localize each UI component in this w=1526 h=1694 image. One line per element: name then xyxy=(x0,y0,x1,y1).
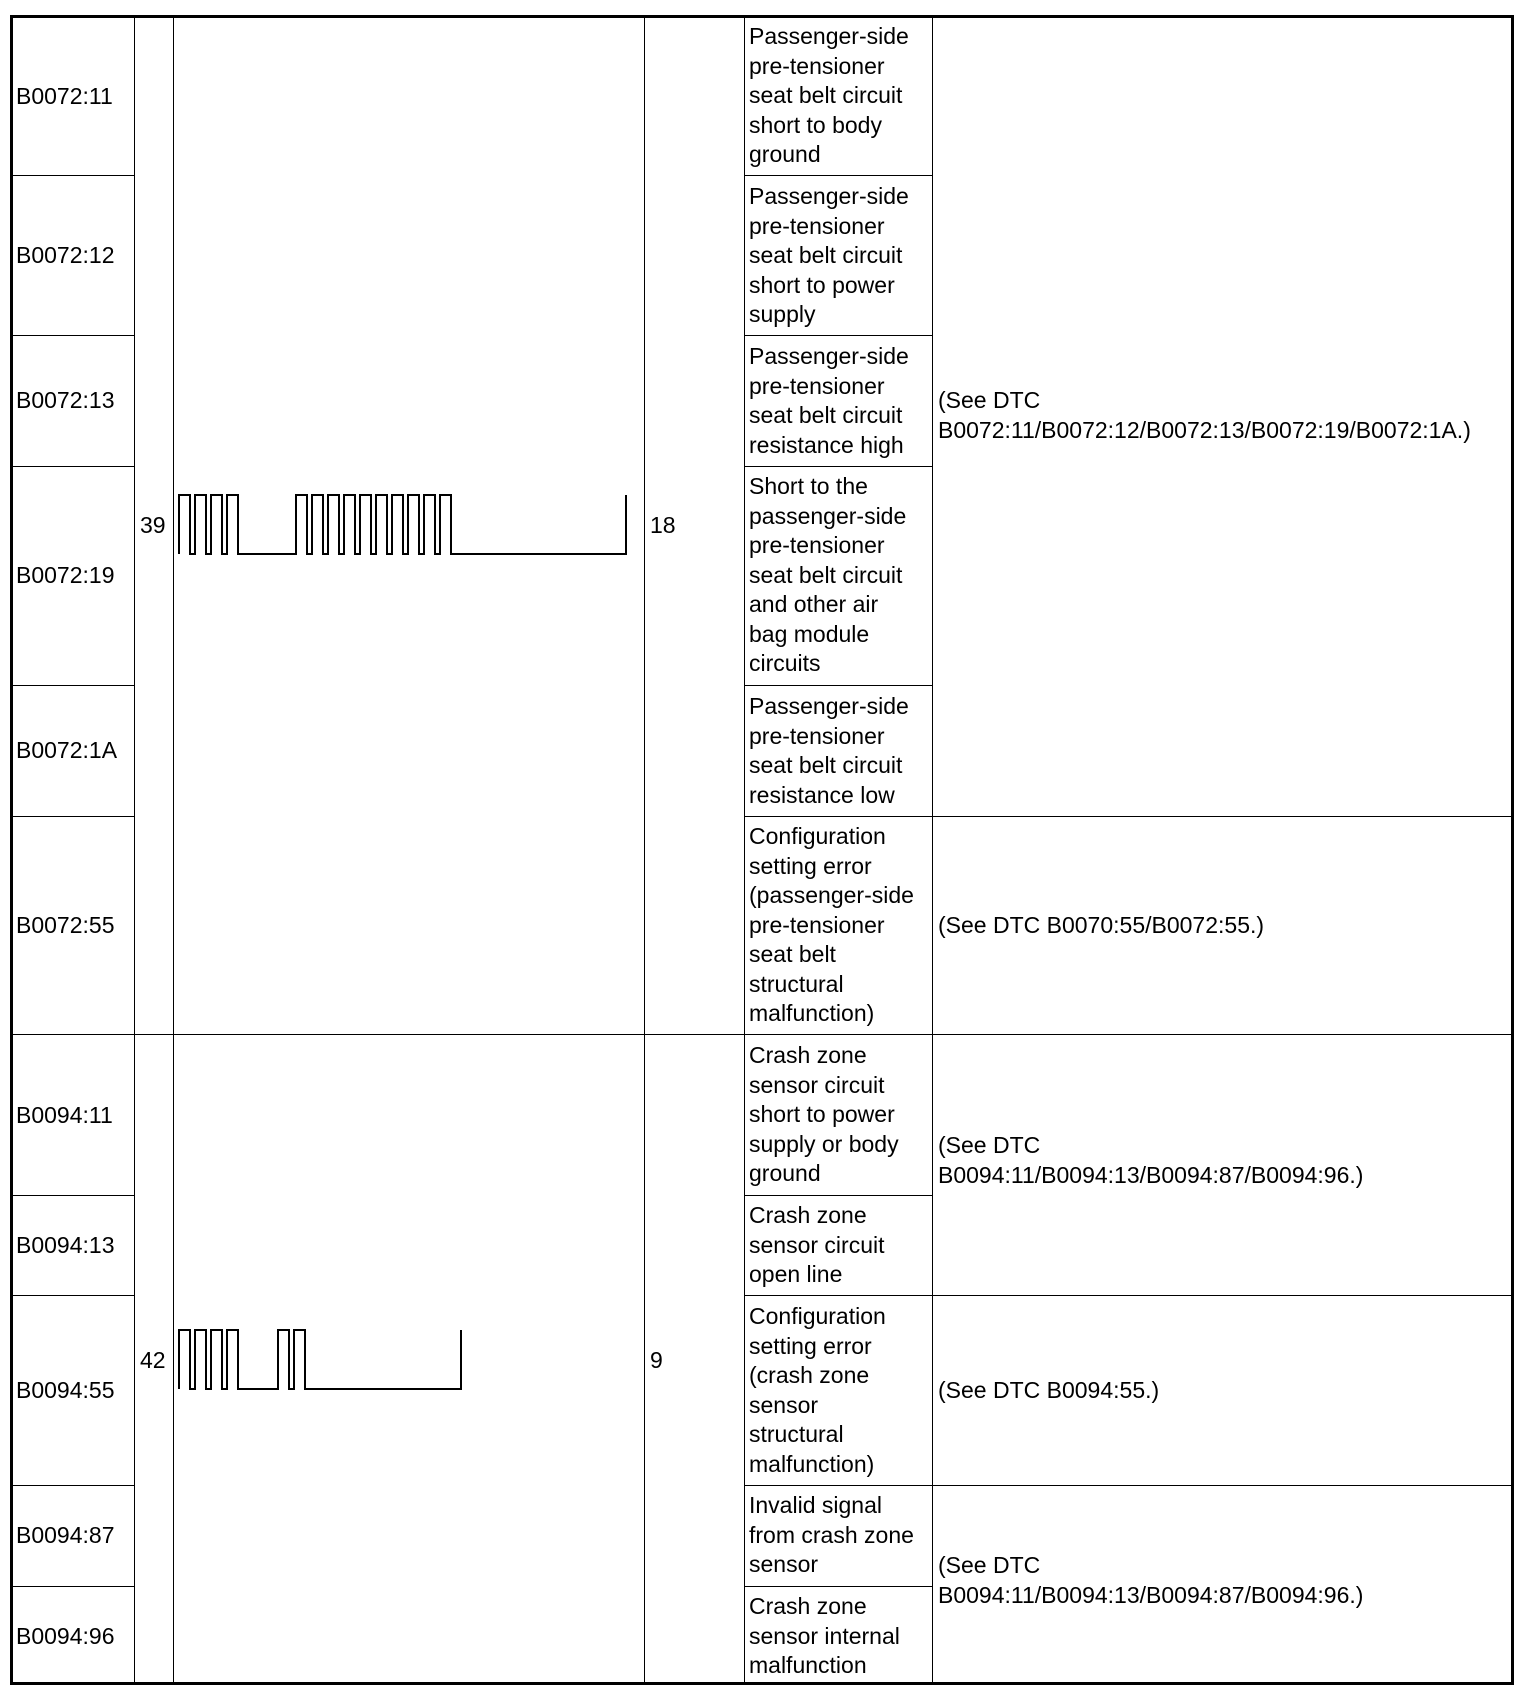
row-divider xyxy=(12,1485,134,1486)
row-divider xyxy=(744,685,932,686)
dtc-description: Invalid signal from crash zone sensor xyxy=(749,1492,914,1577)
row-divider xyxy=(744,816,1514,817)
dtc-description: Short to the passenger-side pre-tensioner seat belt circuit and other air bag module circuits xyxy=(749,473,907,676)
item-number: 39 xyxy=(140,512,166,538)
dtc-code: B0072:11 xyxy=(16,83,113,109)
dtc-description: Passenger-side pre-tensioner seat belt circuit short to power supply xyxy=(749,183,909,327)
dtc-code: B0072:1A xyxy=(16,737,118,763)
row-divider xyxy=(744,175,932,176)
row-divider xyxy=(12,466,134,467)
reference-note: (See DTC B0094:11/B0094:13/B0094:87/B0094:96.) xyxy=(938,1132,1364,1188)
dtc-description: Crash zone sensor circuit short to power supply or body ground xyxy=(749,1042,899,1186)
row-divider xyxy=(744,1586,932,1587)
row-divider xyxy=(12,1195,134,1196)
dtc-code: B0094:13 xyxy=(16,1232,115,1258)
row-divider xyxy=(12,1295,134,1296)
flash-count: 18 xyxy=(650,512,676,538)
waveform-trace xyxy=(179,495,626,554)
group-divider xyxy=(12,1034,1514,1035)
row-divider xyxy=(12,175,134,176)
dtc-description: Configuration setting error (passenger-side pre-tensioner seat belt structural malfunction) xyxy=(749,823,914,1026)
reference-note: (See DTC B0072:11/B0072:12/B0072:13/B0072:19/B0072:1A.) xyxy=(938,387,1471,443)
row-divider xyxy=(12,685,134,686)
row-divider xyxy=(744,1295,1514,1296)
blink-pattern-waveform xyxy=(176,490,636,560)
dtc-code: B0072:12 xyxy=(16,242,115,268)
dtc-code: B0072:13 xyxy=(16,387,115,413)
row-divider xyxy=(744,1485,1514,1486)
reference-note: (See DTC B0094:55.) xyxy=(938,1377,1160,1403)
dtc-code: B0072:55 xyxy=(16,912,115,938)
blink-pattern-waveform xyxy=(176,1325,476,1395)
row-divider xyxy=(12,335,134,336)
row-divider xyxy=(744,1195,932,1196)
flash-count: 9 xyxy=(650,1347,663,1373)
row-divider xyxy=(744,466,932,467)
row-divider xyxy=(12,1586,134,1587)
dtc-code: B0072:19 xyxy=(16,562,115,588)
reference-note: (See DTC B0094:11/B0094:13/B0094:87/B0094:96.) xyxy=(938,1552,1364,1608)
row-divider xyxy=(12,816,134,817)
column-divider xyxy=(134,15,135,1685)
dtc-description: Crash zone sensor circuit open line xyxy=(749,1202,885,1287)
dtc-code: B0094:11 xyxy=(16,1102,113,1128)
reference-note: (See DTC B0070:55/B0072:55.) xyxy=(938,912,1265,938)
row-divider xyxy=(744,335,932,336)
column-divider xyxy=(744,15,745,1685)
item-number: 42 xyxy=(140,1347,166,1373)
dtc-description: Configuration setting error (crash zone sensor structural malfunction) xyxy=(749,1303,886,1477)
dtc-description: Crash zone sensor internal malfunction xyxy=(749,1593,900,1678)
waveform-trace xyxy=(179,1330,461,1389)
column-divider xyxy=(173,15,174,1685)
dtc-code: B0094:55 xyxy=(16,1377,115,1403)
dtc-code: B0094:96 xyxy=(16,1623,115,1649)
column-divider xyxy=(644,15,645,1685)
dtc-code: B0094:87 xyxy=(16,1522,115,1548)
dtc-description: Passenger-side pre-tensioner seat belt circuit short to body ground xyxy=(749,23,909,167)
dtc-description: Passenger-side pre-tensioner seat belt circuit resistance high xyxy=(749,343,909,458)
dtc-description: Passenger-side pre-tensioner seat belt circuit resistance low xyxy=(749,693,909,808)
